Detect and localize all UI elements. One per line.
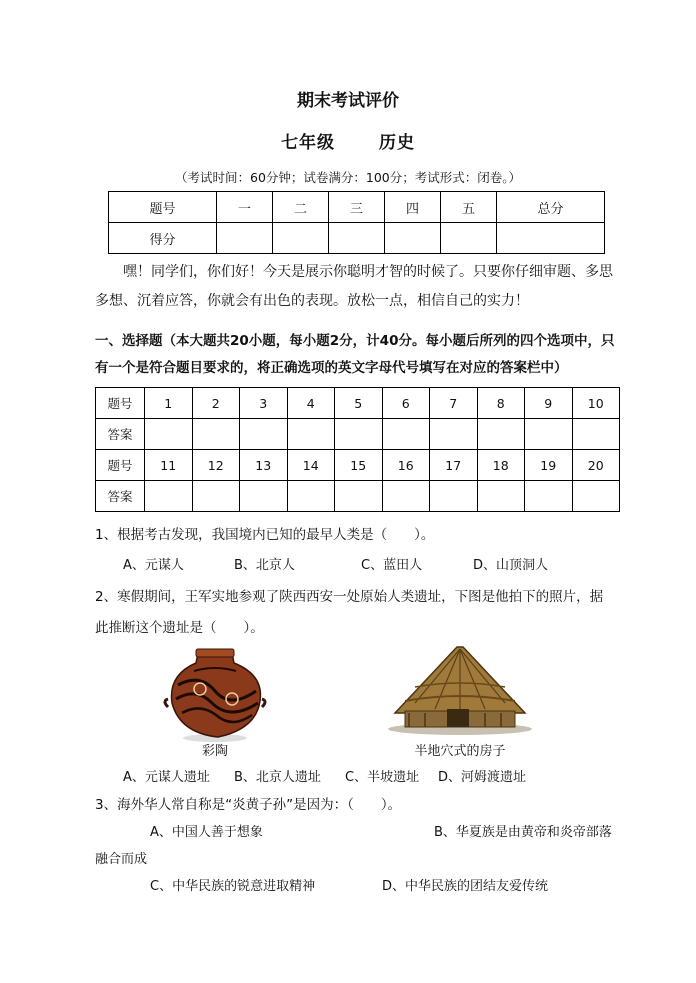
answer-number-cell: 5: [335, 388, 383, 419]
score-header-cell: 四: [384, 192, 440, 223]
answer-cell[interactable]: [192, 481, 240, 512]
score-header-cell: 题号: [109, 192, 217, 223]
answer-cell[interactable]: [525, 481, 573, 512]
q3-option-b[interactable]: B、华夏族是由黄帝和炎帝部落: [434, 825, 612, 840]
score-cell[interactable]: [216, 223, 272, 254]
answer-row: [96, 419, 620, 450]
answer-number-cell: 17: [430, 450, 478, 481]
answer-cell[interactable]: [240, 481, 288, 512]
q3-option-b-continued: 融合而成: [95, 852, 148, 867]
grade-label: 七年级: [281, 133, 335, 153]
answer-number-cell: 20: [572, 450, 620, 481]
answer-cell[interactable]: [572, 481, 620, 512]
q3-option-a[interactable]: A、中国人善于想象: [150, 825, 263, 840]
answer-row-label: 题号: [96, 388, 145, 419]
score-cell[interactable]: [384, 223, 440, 254]
score-cell[interactable]: [328, 223, 384, 254]
q1-option-c[interactable]: C、蓝田人: [361, 558, 423, 573]
answer-number-cell: 11: [145, 450, 193, 481]
score-header-cell: 二: [272, 192, 328, 223]
q3-option-c[interactable]: C、中华民族的锐意进取精神: [150, 879, 316, 894]
answer-row: [96, 481, 620, 512]
score-header-cell: 五: [440, 192, 496, 223]
q1-option-b[interactable]: B、北京人: [234, 558, 295, 573]
answer-cell[interactable]: [240, 419, 288, 450]
answer-cell[interactable]: [572, 419, 620, 450]
answer-number-cell: 8: [477, 388, 525, 419]
question-2-line1: 2、寒假期间，王军实地参观了陕西西安一处原始人类遗址，下图是他拍下的照片，据: [95, 589, 604, 605]
answer-number-cell: 2: [192, 388, 240, 419]
answer-number-cell: 12: [192, 450, 240, 481]
answer-cell[interactable]: [525, 419, 573, 450]
answer-row-label: 题号: [96, 450, 145, 481]
answer-cell[interactable]: [145, 419, 193, 450]
answer-cell[interactable]: [477, 481, 525, 512]
painted-pottery-image: [160, 643, 270, 743]
semi-subterranean-house-image: [385, 643, 535, 738]
answer-cell[interactable]: [477, 419, 525, 450]
answer-row-label: 答案: [96, 481, 145, 512]
score-header-cell: 总分: [496, 192, 604, 223]
answer-number-cell: 7: [430, 388, 478, 419]
answer-cell[interactable]: [145, 481, 193, 512]
answer-number-cell: 4: [287, 388, 335, 419]
answer-cell[interactable]: [382, 481, 430, 512]
subject-label: 历史: [379, 133, 415, 153]
answer-number-cell: 19: [525, 450, 573, 481]
score-cell[interactable]: [440, 223, 496, 254]
house-caption: 半地穴式的房子: [414, 744, 506, 759]
question-3: 3、海外华人常自称是“炎黄子孙”是因为：（ ）。: [95, 797, 402, 813]
score-table: [108, 191, 605, 254]
answer-cell[interactable]: [430, 419, 478, 450]
answer-cell[interactable]: [192, 419, 240, 450]
answer-table: [95, 387, 620, 512]
answer-cell[interactable]: [335, 481, 383, 512]
pottery-caption: 彩陶: [201, 744, 228, 759]
question-1: 1、根据考古发现，我国境内已知的最早人类是（ ）。: [95, 527, 435, 543]
q2-option-a[interactable]: A、元谋人遗址: [123, 770, 210, 785]
answer-number-row: [96, 450, 620, 481]
answer-cell[interactable]: [430, 481, 478, 512]
answer-cell[interactable]: [382, 419, 430, 450]
answer-number-cell: 15: [335, 450, 383, 481]
q3-option-d[interactable]: D、中华民族的团结友爱传统: [382, 879, 549, 894]
page-title: 期末考试评价: [297, 91, 399, 111]
answer-row-label: 答案: [96, 419, 145, 450]
answer-number-cell: 14: [287, 450, 335, 481]
answer-cell[interactable]: [287, 419, 335, 450]
score-header-cell: 一: [216, 192, 272, 223]
score-header-row: [109, 192, 605, 223]
answer-number-cell: 3: [240, 388, 288, 419]
page-subtitle: [0, 128, 696, 153]
answer-number-cell: 9: [525, 388, 573, 419]
score-cell[interactable]: [272, 223, 328, 254]
score-header-cell: 三: [328, 192, 384, 223]
intro-paragraph: 嘿！同学们，你们好！今天是展示你聪明才智的时候了。只要你仔细审题、多思多想、沉着应答，你就会有出色的表现。放松一点，相信自己的实力！: [95, 264, 613, 309]
exam-info: （考试时间：60分钟；试卷满分：100分；考试形式：闭卷。）: [174, 170, 521, 185]
answer-number-cell: 13: [240, 450, 288, 481]
answer-number-cell: 6: [382, 388, 430, 419]
score-row-label: 得分: [109, 223, 217, 254]
q1-option-d[interactable]: D、山顶洞人: [473, 558, 549, 573]
answer-cell[interactable]: [287, 481, 335, 512]
question-2-line2: 此推断这个遗址是（ ）。: [95, 620, 264, 636]
q2-option-c[interactable]: C、半坡遗址: [345, 770, 420, 785]
answer-number-cell: 1: [145, 388, 193, 419]
q1-option-a[interactable]: A、元谋人: [123, 558, 184, 573]
answer-number-cell: 10: [572, 388, 620, 419]
answer-cell[interactable]: [335, 419, 383, 450]
score-cell[interactable]: [496, 223, 604, 254]
section-heading: 一、选择题（本大题共20小题，每小题2分，计40分。每小题后所列的四个选项中，只有一个是符合题目要求的，将正确选项的英文字母代号填写在对应的答案栏中）: [95, 333, 615, 376]
q2-option-d[interactable]: D、河姆渡遗址: [438, 770, 527, 785]
answer-number-cell: 18: [477, 450, 525, 481]
score-row: [109, 223, 605, 254]
q2-option-b[interactable]: B、北京人遗址: [234, 770, 321, 785]
answer-number-row: [96, 388, 620, 419]
answer-number-cell: 16: [382, 450, 430, 481]
